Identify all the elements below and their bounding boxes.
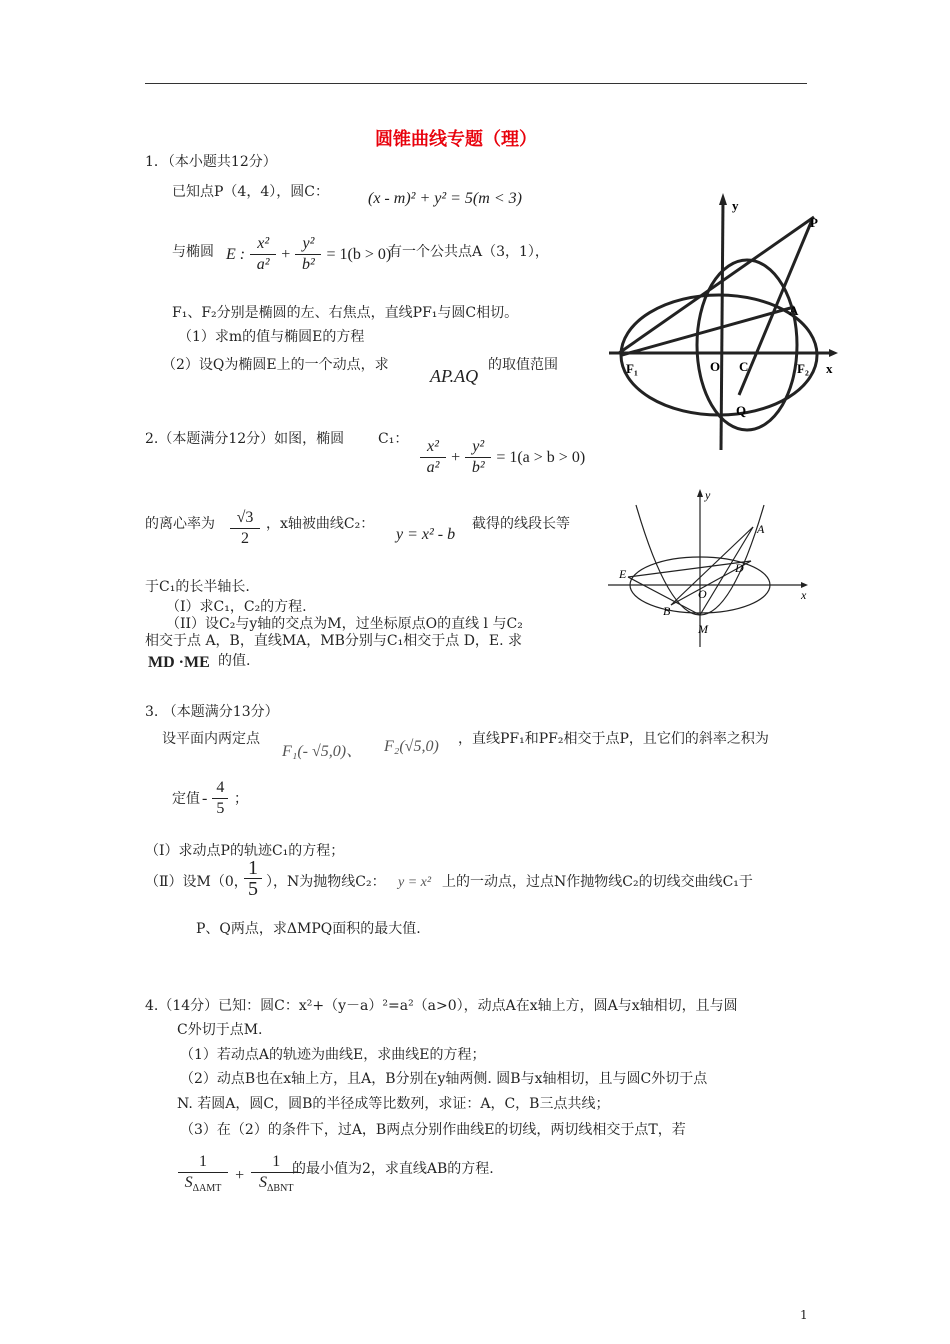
problem-4-line-7: 的最小值为2，求直线AB的方程. xyxy=(292,1161,494,1177)
problem-1-q1: （1）求m的值与椭圆E的方程 xyxy=(178,329,365,345)
fig2-label-x: x xyxy=(801,588,807,602)
fraction-y2-b2: $\frac{\text{y²}}{\text{b²}}$ xyxy=(295,234,321,275)
problem-2-q1: （I）求C₁，C₂的方程. xyxy=(166,599,307,615)
fig1-label-q: Q xyxy=(736,403,747,418)
problem-3-f1: F₁(- √5,0)、 xyxy=(282,743,363,760)
problem-4-line-5: N. 若圆A，圆C，圆B的半径成等比数列，求证：A，C，B三点共线； xyxy=(177,1096,610,1112)
fig1-x-arrow xyxy=(829,349,838,357)
page-number: 1 xyxy=(800,1308,808,1322)
problem-3-q2a: （Ⅱ）设M（0， xyxy=(145,874,248,890)
problem-1-line-3: F₁、F₂分别是椭圆的左、右焦点，直线PF₁与圆C相切。 xyxy=(172,305,519,321)
fig1-y-arrow xyxy=(719,193,727,205)
fig1-label-f2: F₂ xyxy=(797,361,809,376)
fig2-label-e: E xyxy=(619,567,627,581)
problem-3-line-2a: 定值 xyxy=(172,791,200,807)
fig1-label-p: P xyxy=(810,215,818,230)
page-title: 圆锥曲线专题（理） xyxy=(375,129,537,150)
problem-3-header: 3. （本题满分13分） xyxy=(145,704,279,720)
problem-2-c2-equation: y = x² - b xyxy=(396,526,456,543)
problem-4-sum-expression: $\frac{1}{S_{\Delta AMT}}$ + $\frac{1}{S_{\Delta BNT}}$ xyxy=(178,1152,301,1199)
fig1-label-c: C xyxy=(739,359,749,374)
fraction-x2-a2-p2: $\frac{\text{x²}}{\text{a²}}$ xyxy=(420,437,446,478)
header-rule xyxy=(145,83,807,84)
problem-1-line-2b: 有一个公共点A（3，1）， xyxy=(388,244,549,260)
problem-2-header: 2.（本题满分12分）如图，椭圆 xyxy=(145,431,345,447)
fig1-label-o: O xyxy=(710,359,721,374)
fraction-x2-a2: $\frac{\text{x²}}{\text{a²}}$ xyxy=(250,234,276,275)
figure-2-ellipse-parabola xyxy=(603,485,818,650)
problem-3-m-fraction: $\frac{1}{5}$ xyxy=(244,858,262,899)
problem-4-line-4: （2）动点B也在x轴上方，且A，B分别在y轴两侧. 圆B与x轴相切，且与圆C外切于点 xyxy=(180,1071,708,1087)
problem-4-line-2: C外切于点M. xyxy=(177,1022,263,1038)
fig2-line-ed xyxy=(628,561,751,577)
figure-1-ellipse-circle xyxy=(604,185,844,455)
problem-1-q2b: 的取值范围 xyxy=(488,357,558,373)
problem-3-line-1a: 设平面内两定点 xyxy=(162,731,260,747)
fig1-label-x: x xyxy=(826,361,833,376)
problem-2-c1: C₁： xyxy=(378,431,409,447)
fig2-label-m: M xyxy=(698,622,708,636)
problem-2-ellipse-equation: $\frac{\text{x²}}{\text{a²}}$ + $\frac{\text{y²}}{\text{b²}}$ = 1(a > b > 0) xyxy=(420,437,585,478)
problem-4-line-1: 4.（14分）已知：圆C：x²+（y－a）²=a²（a>0），动点A在x轴上方，圆A与x轴相切，且与圆 xyxy=(145,998,738,1014)
fig2-label-o: O xyxy=(698,587,707,601)
problem-3-q2c: 上的一动点，过点N作抛物线C₂的切线交曲线C₁于 xyxy=(442,874,753,890)
fig2-label-d: D xyxy=(735,561,744,575)
problem-3-q3: P、Q两点，求ΔMPQ面积的最大值. xyxy=(196,921,421,937)
problem-3-q1: （Ⅰ）求动点P的轨迹C₁的方程； xyxy=(145,843,345,859)
problem-2-q4-expression: MD ·ME xyxy=(148,654,210,671)
fig2-line-ma xyxy=(700,527,753,615)
problem-1-q2a: （2）设Q为椭圆E上的一个动点，求 xyxy=(162,357,389,373)
fig2-label-a: A xyxy=(757,522,765,536)
problem-2-line-2b: ，x轴被曲线C₂： xyxy=(266,516,375,532)
problem-2-line-2a: 的离心率为 xyxy=(145,516,215,532)
circle-equation: (x - m)² + y² = 5(m < 3) xyxy=(368,190,522,207)
problem-1-line-2a: 与椭圆 xyxy=(172,244,214,260)
problem-3-parabola-eq: y = x² xyxy=(398,875,432,890)
problem-1-line-1: 已知点P（4，4），圆C： xyxy=(172,184,329,200)
fig1-y-axis xyxy=(721,200,723,450)
fig2-label-y: y xyxy=(705,488,711,502)
problem-1-q2-expression: AP.AQ xyxy=(430,366,479,386)
fraction-y2-b2-p2: $\frac{\text{y²}}{\text{b²}}$ xyxy=(465,437,491,478)
problem-3-line-2b: ； xyxy=(234,791,248,807)
ellipse-equation: E : $\frac{\text{x²}}{\text{a²}}$ + $\frac{\text{y²}}{\text{b²}}$ = 1(b > 0) xyxy=(226,235,392,273)
problem-4-line-6: （3）在（2）的条件下，过A，B两点分别作曲线E的切线，两切线相交于点T，若 xyxy=(180,1122,686,1138)
problem-3-constant: - $\frac{4}{5}$ xyxy=(202,778,228,819)
problem-2-q4b: 的值. xyxy=(218,653,251,669)
problem-3-q2b: ），N为抛物线C₂： xyxy=(266,874,386,890)
problem-3-line-1b: ，直线PF₁和PF₂相交于点P，且它们的斜率之积为 xyxy=(458,731,769,747)
problem-3-f2: F₂(√5,0) xyxy=(384,738,439,755)
fig1-label-a: A xyxy=(789,303,799,318)
problem-2-q3: 相交于点 A，B，直线MA，MB分别与C₁相交于点 D，E. 求 xyxy=(145,633,523,649)
problem-2-q2: （II）设C₂与y轴的交点为M，过坐标原点O的直线 l 与C₂ xyxy=(166,616,523,632)
fig1-circle xyxy=(697,260,797,430)
fig1-label-y: y xyxy=(732,198,739,213)
problem-2-line-2c: 截得的线段长等 xyxy=(472,516,570,532)
fig1-label-f1: F₁ xyxy=(626,361,638,376)
problem-1-header: 1．（本小题共12分） xyxy=(145,154,277,170)
problem-2-line-3: 于C₁的长半轴长. xyxy=(145,579,250,595)
eccentricity-fraction: $\frac{√3}{2}$ xyxy=(230,508,260,549)
fig2-label-b: B xyxy=(663,604,671,618)
problem-4-line-3: （1）若动点A的轨迹为曲线E，求曲线E的方程； xyxy=(180,1047,486,1063)
